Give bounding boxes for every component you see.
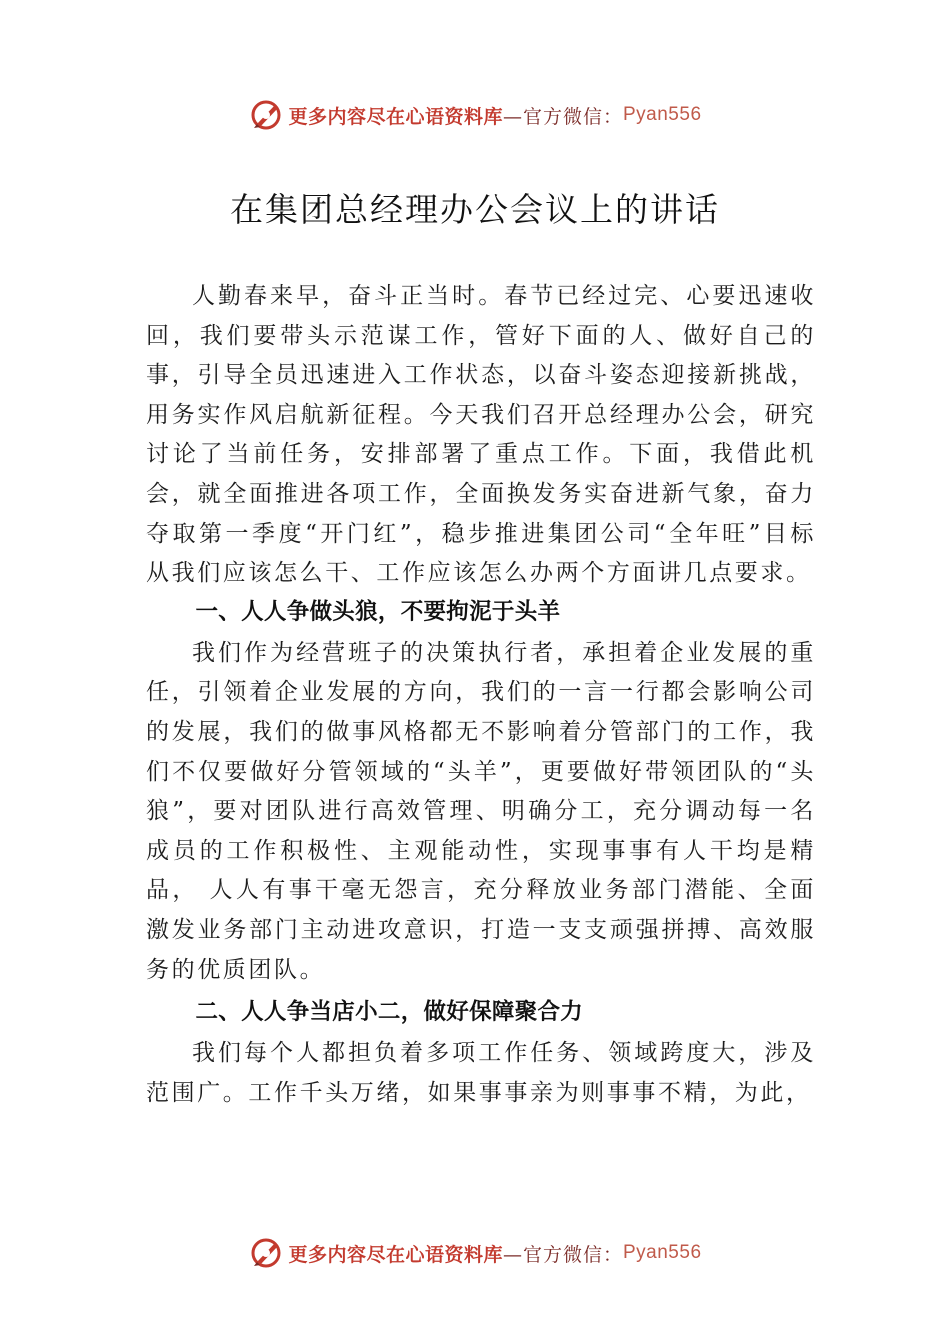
section-2-paragraph: 我们每个人都担负着多项工作任务、领域跨度大，涉及范围广。工作千头万绪，如果事事亲为则事事不精，为此， (146, 1040, 816, 1106)
header-watermark-banner (0, 95, 950, 135)
section-heading-2: 二、人人争当店小二，做好保障聚合力 (195, 999, 584, 1026)
document-title: 在集团总经理办公会议上的讲话 (230, 190, 720, 229)
intro-paragraph: 人勤春来早，奋斗正当时。春节已经过完、心要迅速收回，我们要带头示范谋工作，管好下面的人、做好自己的事，引导全员迅速进入工作状态，以奋斗姿态迎接新挑战，用务实作风启航新征程。今天我们召开总经理办公会，研究讨论了当前任务，安排部署了重点工作。下面，我借此机会，就全面推进各项工作，全面换发务实奋进新气象，奋力夺取第一季度“开门红”，稳步推进集团公司“全年旺”目标从我们应该怎么干、工作应该怎么办两个方面讲几点要求。 (146, 283, 816, 587)
banner-brand-text: 更多内容尽在心语资料库 (288, 1243, 503, 1266)
pen-logo-icon (248, 97, 284, 133)
pen-logo-icon (248, 1235, 284, 1271)
banner-account-label: —官方微信： (502, 1243, 623, 1266)
footer-watermark-banner (0, 1233, 950, 1273)
banner-wechat-id: Pyan556 (623, 104, 702, 125)
banner-wechat-id: Pyan556 (623, 1242, 702, 1263)
banner-account-label: —官方微信： (502, 105, 623, 128)
document-body (146, 277, 816, 1113)
banner-brand-text: 更多内容尽在心语资料库 (288, 105, 503, 128)
section-heading-1: 一、人人争做头狼，不要拘泥于头羊 (195, 598, 561, 625)
section-1-paragraph: 我们作为经营班子的决策执行者，承担着企业发展的重任，引领着企业发展的方向，我们的一言一行都会影响公司的发展，我们的做事风格都无不影响着分管部门的工作，我们不仅要做好分管领域的“头羊”，更要做好带领团队的“头狼”，要对团队进行高效管理、明确分工，充分调动每一名成员的工作积极性、主观能动性，实现事事有人干均是精品， 人人有事干毫无怨言，充分释放业务部门潜能、全面激发业务部门主动进攻意识，打造一支支顽强拼搏、高效服务的优质团队。 (146, 639, 816, 983)
